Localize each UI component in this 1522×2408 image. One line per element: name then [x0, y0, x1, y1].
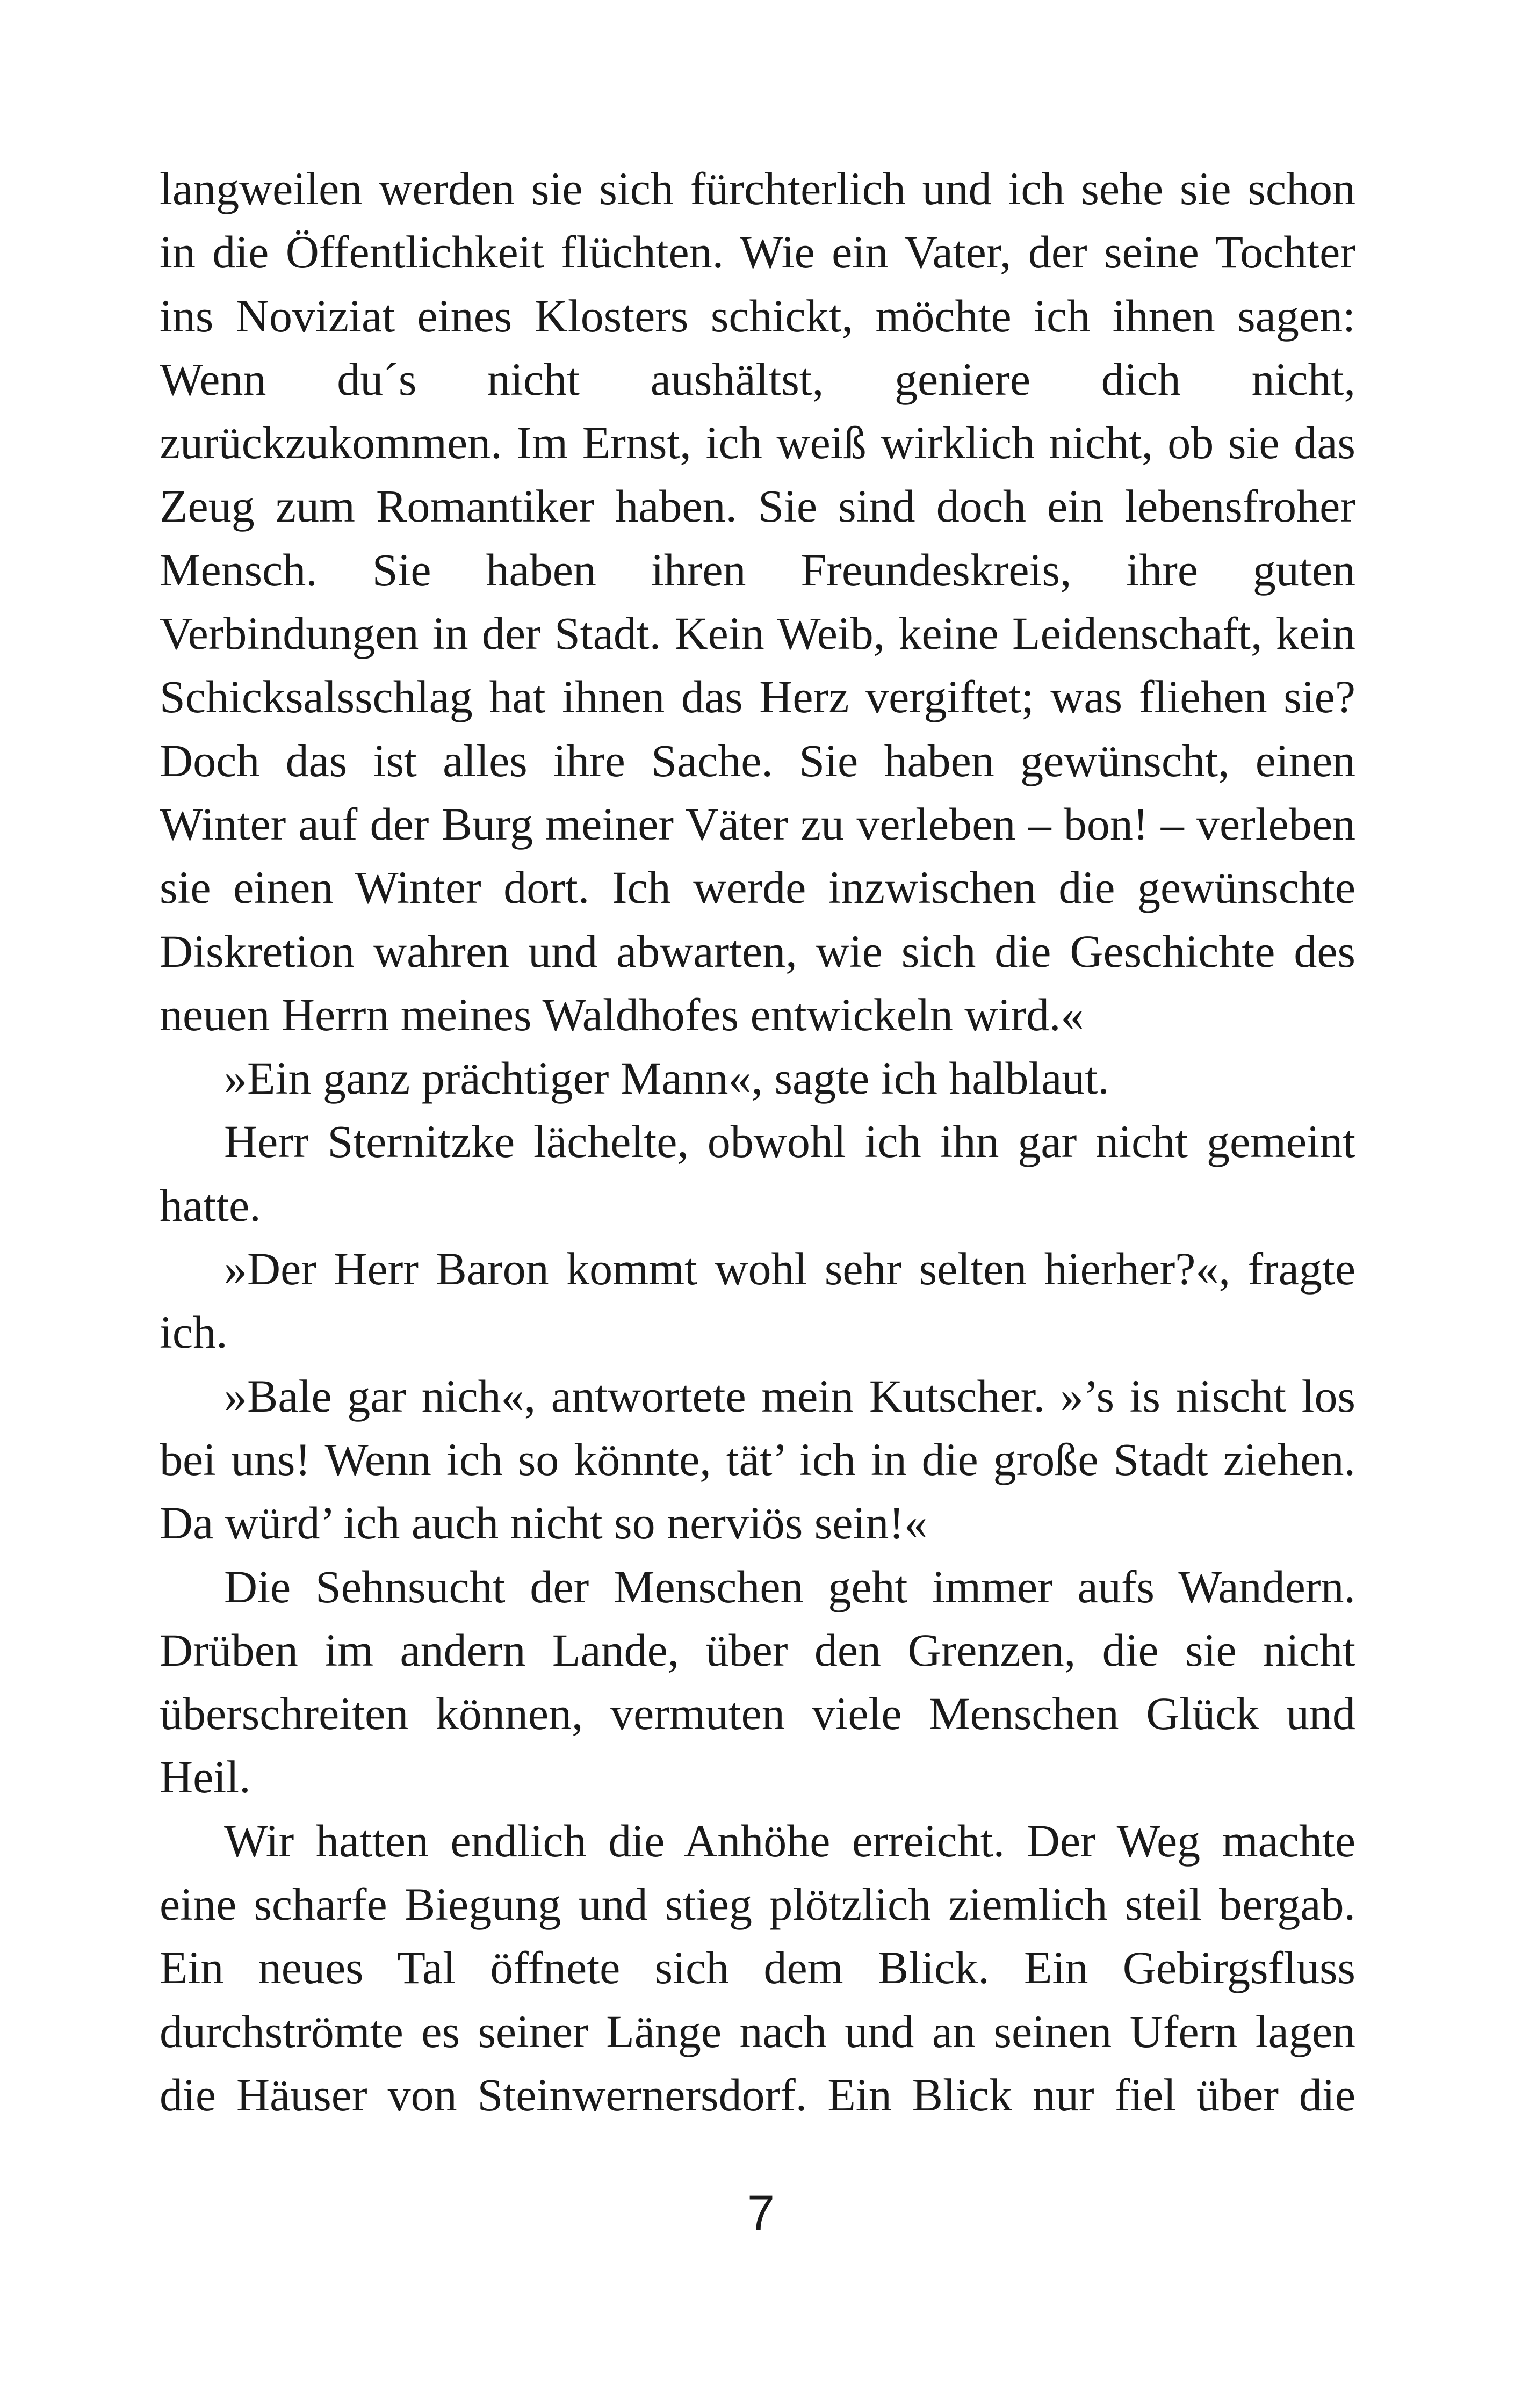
text-line: in die Öffentlichkeit flüchten. Wie ein Vater, der seine Tochter [160, 226, 1355, 278]
text-line: Verbindungen in der Stadt. Kein Weib, keine Leidenschaft, kein [160, 608, 1355, 660]
text-line: eine scharfe Biegung und stieg plötzlich ziemlich steil bergab. [160, 1878, 1355, 1930]
text-line: durchströmte es seiner Länge nach und an seinen Ufern lagen [160, 2005, 1355, 2057]
text-line: hatte. [160, 1179, 261, 1231]
text-line: »Der Herr Baron kommt wohl sehr selten hierher?«, fragte [224, 1243, 1355, 1295]
text-line: Drüben im andern Lande, über den Grenzen, die sie nicht [160, 1624, 1355, 1676]
text-line: sie einen Winter dort. Ich werde inzwischen die gewünschte [160, 862, 1355, 914]
text-line: ins Noviziat eines Klosters schickt, möchte ich ihnen sagen: [160, 290, 1355, 342]
text-line: Doch das ist alles ihre Sache. Sie haben gewünscht, einen [160, 734, 1355, 786]
body-text [160, 157, 1355, 2127]
text-line: Herr Sternitzke lächelte, obwohl ich ihn gar nicht gemeint [224, 1116, 1355, 1168]
text-line: überschreiten können, vermuten viele Menschen Glück und [160, 1688, 1355, 1740]
text-line: »Bale gar nich«, antwortete mein Kutscher. »’s is nischt los [224, 1370, 1355, 1422]
text-line: Die Sehnsucht der Menschen geht immer aufs Wandern. [224, 1560, 1355, 1612]
text-line: Winter auf der Burg meiner Väter zu verleben – bon! – verleben [160, 798, 1355, 850]
text-line: Wir hatten endlich die Anhöhe erreicht. Der Weg machte [224, 1814, 1355, 1867]
page-number: 7 [747, 2186, 775, 2240]
text-line: Wenn du´s nicht aushältst, geniere dich nicht, [160, 353, 1355, 405]
text-line: Zeug zum Romantiker haben. Sie sind doch ein lebensfroher [160, 480, 1355, 532]
text-line: Heil. [160, 1751, 251, 1803]
text-line: zurückzukommen. Im Ernst, ich weiß wirklich nicht, ob sie das [160, 417, 1355, 469]
text-line: Ein neues Tal öffnete sich dem Blick. Ein Gebirgsfluss [160, 1942, 1355, 1994]
text-line: Schicksalsschlag hat ihnen das Herz vergiftet; was fliehen sie? [160, 671, 1355, 723]
text-line: Mensch. Sie haben ihren Freundeskreis, ihre guten [160, 544, 1355, 596]
text-line: neuen Herrn meines Waldhofes entwickeln wird.« [160, 988, 1084, 1040]
text-line: bei uns! Wenn ich so könnte, tät’ ich in die große Stadt ziehen. [160, 1433, 1355, 1485]
text-line: Da würd’ ich auch nicht so nerviös sein!« [160, 1497, 927, 1549]
text-line: die Häuser von Steinwernersdorf. Ein Blick nur fiel über die [160, 2069, 1355, 2121]
text-line: »Ein ganz prächtiger Mann«, sagte ich halblaut. [224, 1052, 1109, 1104]
text-line: Diskretion wahren und abwarten, wie sich die Geschichte des [160, 925, 1355, 977]
text-line: ich. [160, 1306, 228, 1358]
text-line: langweilen werden sie sich fürchterlich und ich sehe sie schon [160, 163, 1355, 214]
